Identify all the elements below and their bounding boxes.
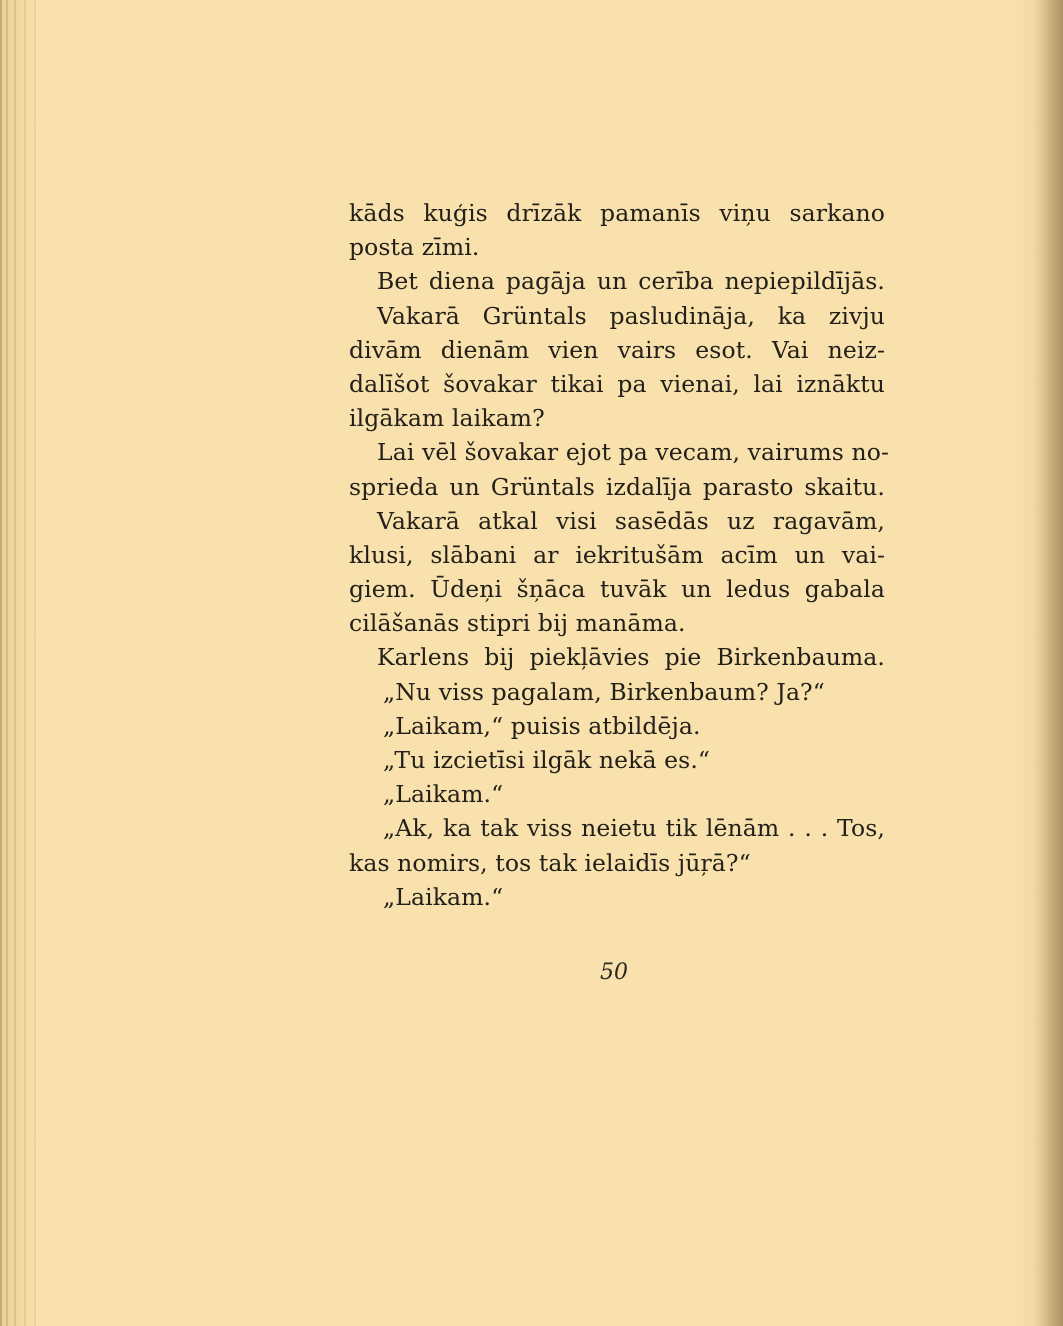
text-line: Lai vēl šovakar ejot pa vecam, vairums no- bbox=[377, 438, 889, 467]
text-line: Bet diena pagāja un cerība nepiepildījās. bbox=[377, 267, 885, 296]
text-line: kas nomirs, tos tak ielaidīs jūŗā?“ bbox=[349, 848, 751, 877]
text-line: dalīšot šovakar tikai pa vienai, lai iznāktu bbox=[349, 369, 885, 398]
text-line: giem. Ūdeņi šņāca tuvāk un ledus gabala bbox=[349, 575, 885, 604]
body-text bbox=[349, 196, 889, 914]
text-line: sprieda un Grüntals izdalīja parasto skaitu. bbox=[349, 472, 885, 501]
text-line: divām dienām vien vairs esot. Vai neiz- bbox=[349, 335, 885, 364]
text-line: „Tu izcietīsi ilgāk nekā es.“ bbox=[383, 746, 711, 774]
text-line: cilāšanās stipri bij manāma. bbox=[349, 609, 686, 638]
book-gutter bbox=[0, 0, 46, 1326]
text-line: „Laikam.“ bbox=[383, 780, 504, 809]
text-line: „Laikam.“ bbox=[383, 882, 504, 911]
text-line: ilgākam laikam? bbox=[349, 404, 545, 433]
text-line: „Nu viss pagalam, Birkenbaum? Ja?“ bbox=[383, 677, 825, 706]
text-line: Karlens bij piekļāvies pie Birkenbauma. bbox=[377, 643, 885, 672]
page-number: 50 bbox=[600, 960, 628, 985]
text-line: „Ak, ka tak viss neietu tik lēnām . . . Tos, bbox=[383, 814, 885, 843]
page-edge-shadow bbox=[1033, 0, 1063, 1326]
text-line: Vakarā atkal visi sasēdās uz ragavām, bbox=[377, 506, 885, 535]
text-line: klusi, slābani ar iekritušām acīm un vai- bbox=[349, 540, 885, 569]
text-line: Vakarā Grüntals pasludināja, ka zivju bbox=[377, 301, 885, 330]
text-line: kāds kuģis drīzāk pamanīs viņu sarkano bbox=[349, 199, 885, 227]
text-line: posta zīmi. bbox=[349, 233, 480, 262]
text-line: „Laikam,“ puisis atbildēja. bbox=[383, 711, 701, 740]
